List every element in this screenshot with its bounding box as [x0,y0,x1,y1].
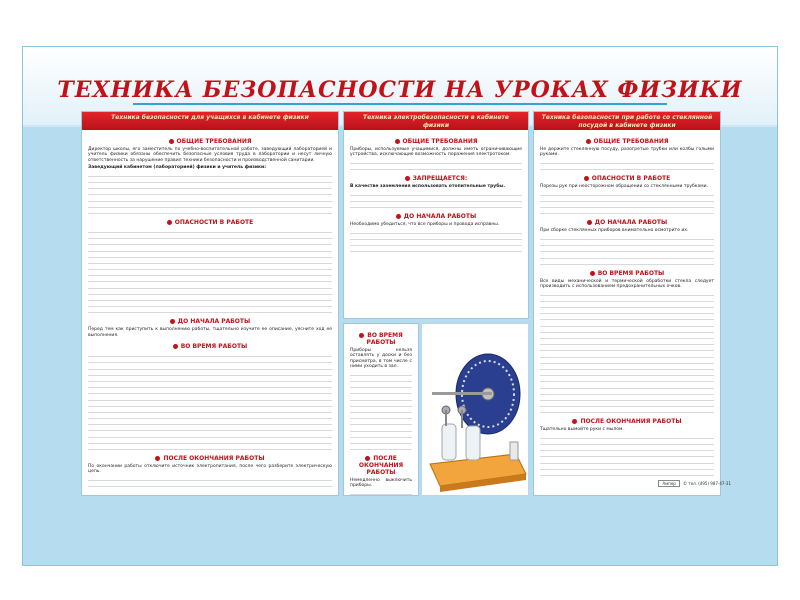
filler-lines [350,371,412,450]
column-electrical-safety-lower [343,323,419,496]
filler-lines [350,490,412,496]
section-title-before: ДО НАЧАЛА РАБОТЫ [540,219,714,226]
poster [22,46,778,566]
column-electrical-safety [343,111,529,319]
section-title-dangers: ОПАСНОСТИ В РАБОТЕ [540,175,714,182]
section-title-prohibited: ЗАПРЕЩАЕТСЯ: [350,175,522,182]
section-title-after: ПОСЛЕ ОКОНЧАНИЯ РАБОТЫ [88,455,332,462]
bullet-icon [365,456,370,461]
bullet-icon [586,139,591,144]
bullet-icon [587,220,592,225]
bullet-icon [395,139,400,144]
column-header: Техника безопасности при работе со стеклянной посудой в кабинете физики [534,112,720,130]
filler-lines [540,235,714,265]
electrostatic-machine-illustration [422,324,529,496]
section-title-during: ВО ВРЕМЯ РАБОТЫ [350,332,412,346]
section-title-after: ПОСЛЕ ОКОНЧАНИЯ РАБОТЫ [358,455,404,477]
filler-lines [88,228,332,313]
section-title-before: ДО НАЧАЛА РАБОТЫ [350,213,522,220]
section-title-during: ВО ВРЕМЯ РАБОТЫ [540,270,714,277]
bullet-icon [405,176,410,181]
column-glassware-safety [533,111,721,496]
section-text: Необходимо убедиться, что все приборы и провода исправны. [350,222,500,228]
filler-lines [350,229,522,253]
filler-lines [88,172,332,214]
publisher-credit [658,480,731,487]
section-title-before: ДО НАЧАЛА РАБОТЫ [88,318,332,325]
filler-lines [540,191,714,215]
section-text: В качестве заземления использовать отопительные трубы. [350,184,506,190]
section-title-after: ПОСЛЕ ОКОНЧАНИЯ РАБОТЫ [540,418,714,425]
publisher-logo: Ампер [658,480,679,487]
filler-lines [350,159,522,170]
section-title-general: ОБЩИЕ ТРЕБОВАНИЯ [88,138,332,145]
bullet-icon [396,214,401,219]
section-title-during: ВО ВРЕМЯ РАБОТЫ [88,343,332,350]
poster-title: ТЕХНИКА БЕЗОПАСНОСТИ НА УРОКАХ ФИЗИКИ [57,77,743,103]
column-header: Техника безопасности для учащихся в кабинете физики [82,112,338,130]
section-title-dangers: ОПАСНОСТИ В РАБОТЕ [88,219,332,226]
bullet-icon [590,271,595,276]
bullet-icon [173,344,178,349]
filler-lines [540,434,714,476]
filler-lines [88,476,332,487]
section-text: Директор школы, его заместитель по учебно-воспитательной работе, заведующий лабораторией и учитель физики обязаны обеспечить безопасные условия труда в лаборатории и несут личную ответственность за нарушение правил техники безопасности и производственной санитарии. [88,147,332,163]
section-text: Немедленно выключить приборы. [350,478,412,489]
section-text: При сборке стеклянных приборов внимательно осмотрите их. [540,228,689,234]
section-text: Не держите стеклянную посуду, разогретые трубки или колбы голыми руками. [540,147,714,158]
section-text: Приборы нельзя оставлять у доски и без присмотра, в том числе с ними уходить в зал. [350,348,412,370]
bullet-icon [167,220,172,225]
section-title-general: ОБЩИЕ ТРЕБОВАНИЯ [350,138,522,145]
bullet-icon [584,176,589,181]
section-text: Все виды механической и термической обработки стекла следует производить с использованием предохранительных очков. [540,278,714,290]
electrostatic-machine-photo [421,323,529,496]
bullet-icon [169,139,174,144]
section-title-general: ОБЩИЕ ТРЕБОВАНИЯ [540,138,714,145]
filler-lines [350,191,522,208]
bullet-icon [359,333,364,338]
title-underline [133,103,667,105]
bullet-icon [572,419,577,424]
section-text: Порезы рук при неосторожном обращении со стеклянными трубками. [540,184,708,190]
publisher-contact: © тел. (495) 987-47-31 [683,481,731,486]
column-students-safety [81,111,339,496]
bullet-icon [170,319,175,324]
bullet-icon [155,456,160,461]
filler-lines [540,159,714,170]
filler-lines [88,352,332,450]
section-text: Тщательно вымойте руки с мылом. [540,427,624,433]
filler-lines [540,291,714,414]
section-text: По окончании работы отключите источник электропитания, после чего разберите электрическую цепь. [88,464,332,475]
section-text: Перед тем как приступить к выполнению работы, тщательно изучите ее описание, уясните ход ее выполнения. [88,327,332,338]
section-subtitle: Заведующий кабинетом (лабораторией) физики и учитель физики: [88,165,267,171]
column-header: Техника электробезопасности в кабинете физики [344,112,528,130]
section-text: Приборы, используемые учащимися, должны иметь ограничивающие устройства, исключающие возможность поражения электротоком. [350,147,522,158]
